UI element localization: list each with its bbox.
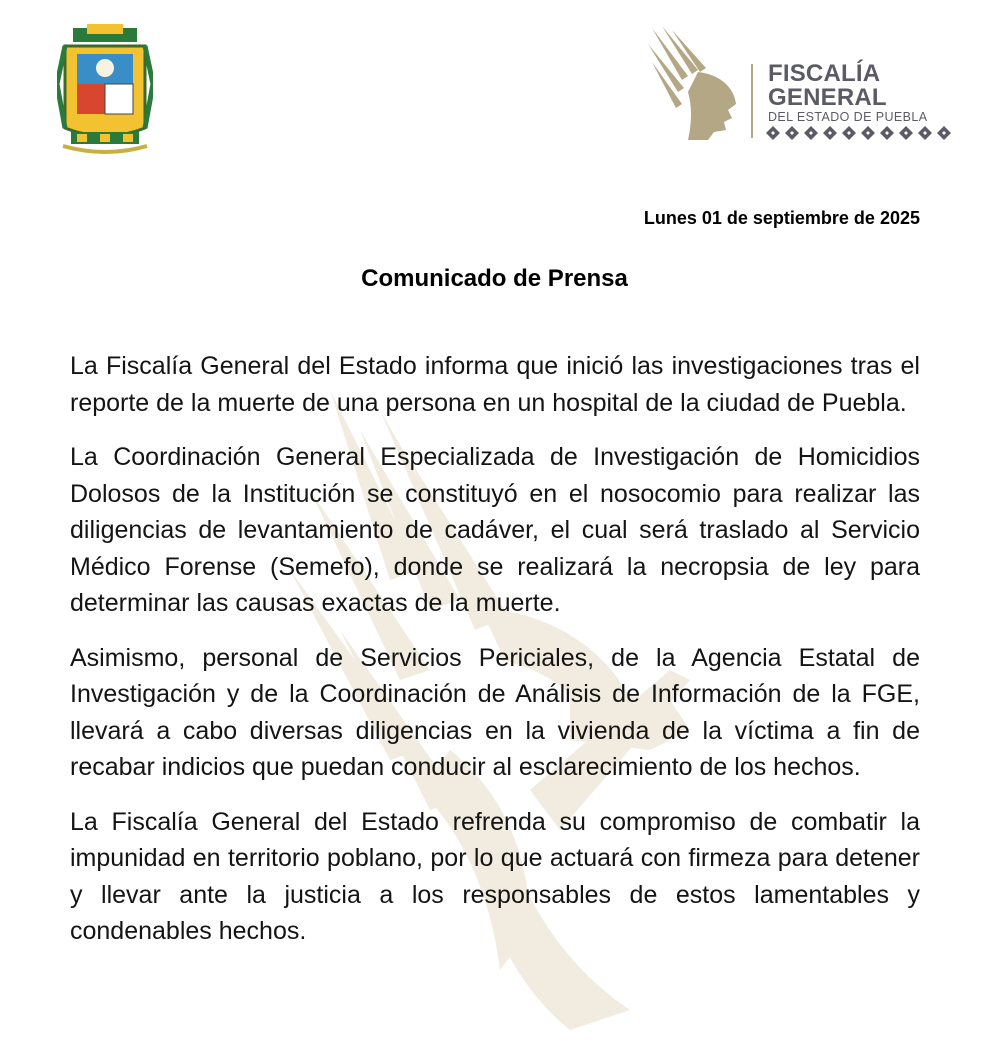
fiscalia-head-profile-icon [648,26,748,140]
fge-logo-subtitle: DEL ESTADO DE PUEBLA [768,110,928,124]
logo-divider [751,64,753,138]
puebla-state-coat-of-arms-icon [57,24,153,158]
body-paragraph: La Coordinación General Especializada de Investigación de Homicidios Dolosos de la Institución se constituyó en el nosocomio para realizar las diligencias de levantamiento de cadáver, el cual será traslado al Servicio Médico Forense (Semefo), donde se realizará la necropsia de ley para determinar las causas exactas de la muerte. [70,443,920,617]
fge-logo-ornament-pattern [766,126,952,140]
press-release-body [70,348,920,968]
body-paragraph: Asimismo, personal de Servicios Periciales, de la Agencia Estatal de Investigación y de la Coordinación de Análisis de Información de la FGE, llevará a cabo diversas diligencias en la vivienda de la víctima a fin de recabar indicios que puedan conducir al esclarecimiento de los hechos. [70,643,920,781]
fge-logo-title-line2: GENERAL [768,84,887,111]
body-paragraph: La Fiscalía General del Estado refrenda su compromiso de combatir la impunidad en territorio poblano, por lo que actuará con firmeza para detener y llevar ante la justicia a los responsables de estos lamentables y condenables hechos. [70,807,920,945]
page-title: Comunicado de Prensa [361,265,628,292]
fge-logo-title-line1: FISCALÍA [768,60,881,87]
release-date: Lunes 01 de septiembre de 2025 [643,208,920,228]
body-paragraph: La Fiscalía General del Estado informa que inició las investigaciones tras el reporte de la muerte de una persona en un hospital de la ciudad de Puebla. [70,352,920,417]
